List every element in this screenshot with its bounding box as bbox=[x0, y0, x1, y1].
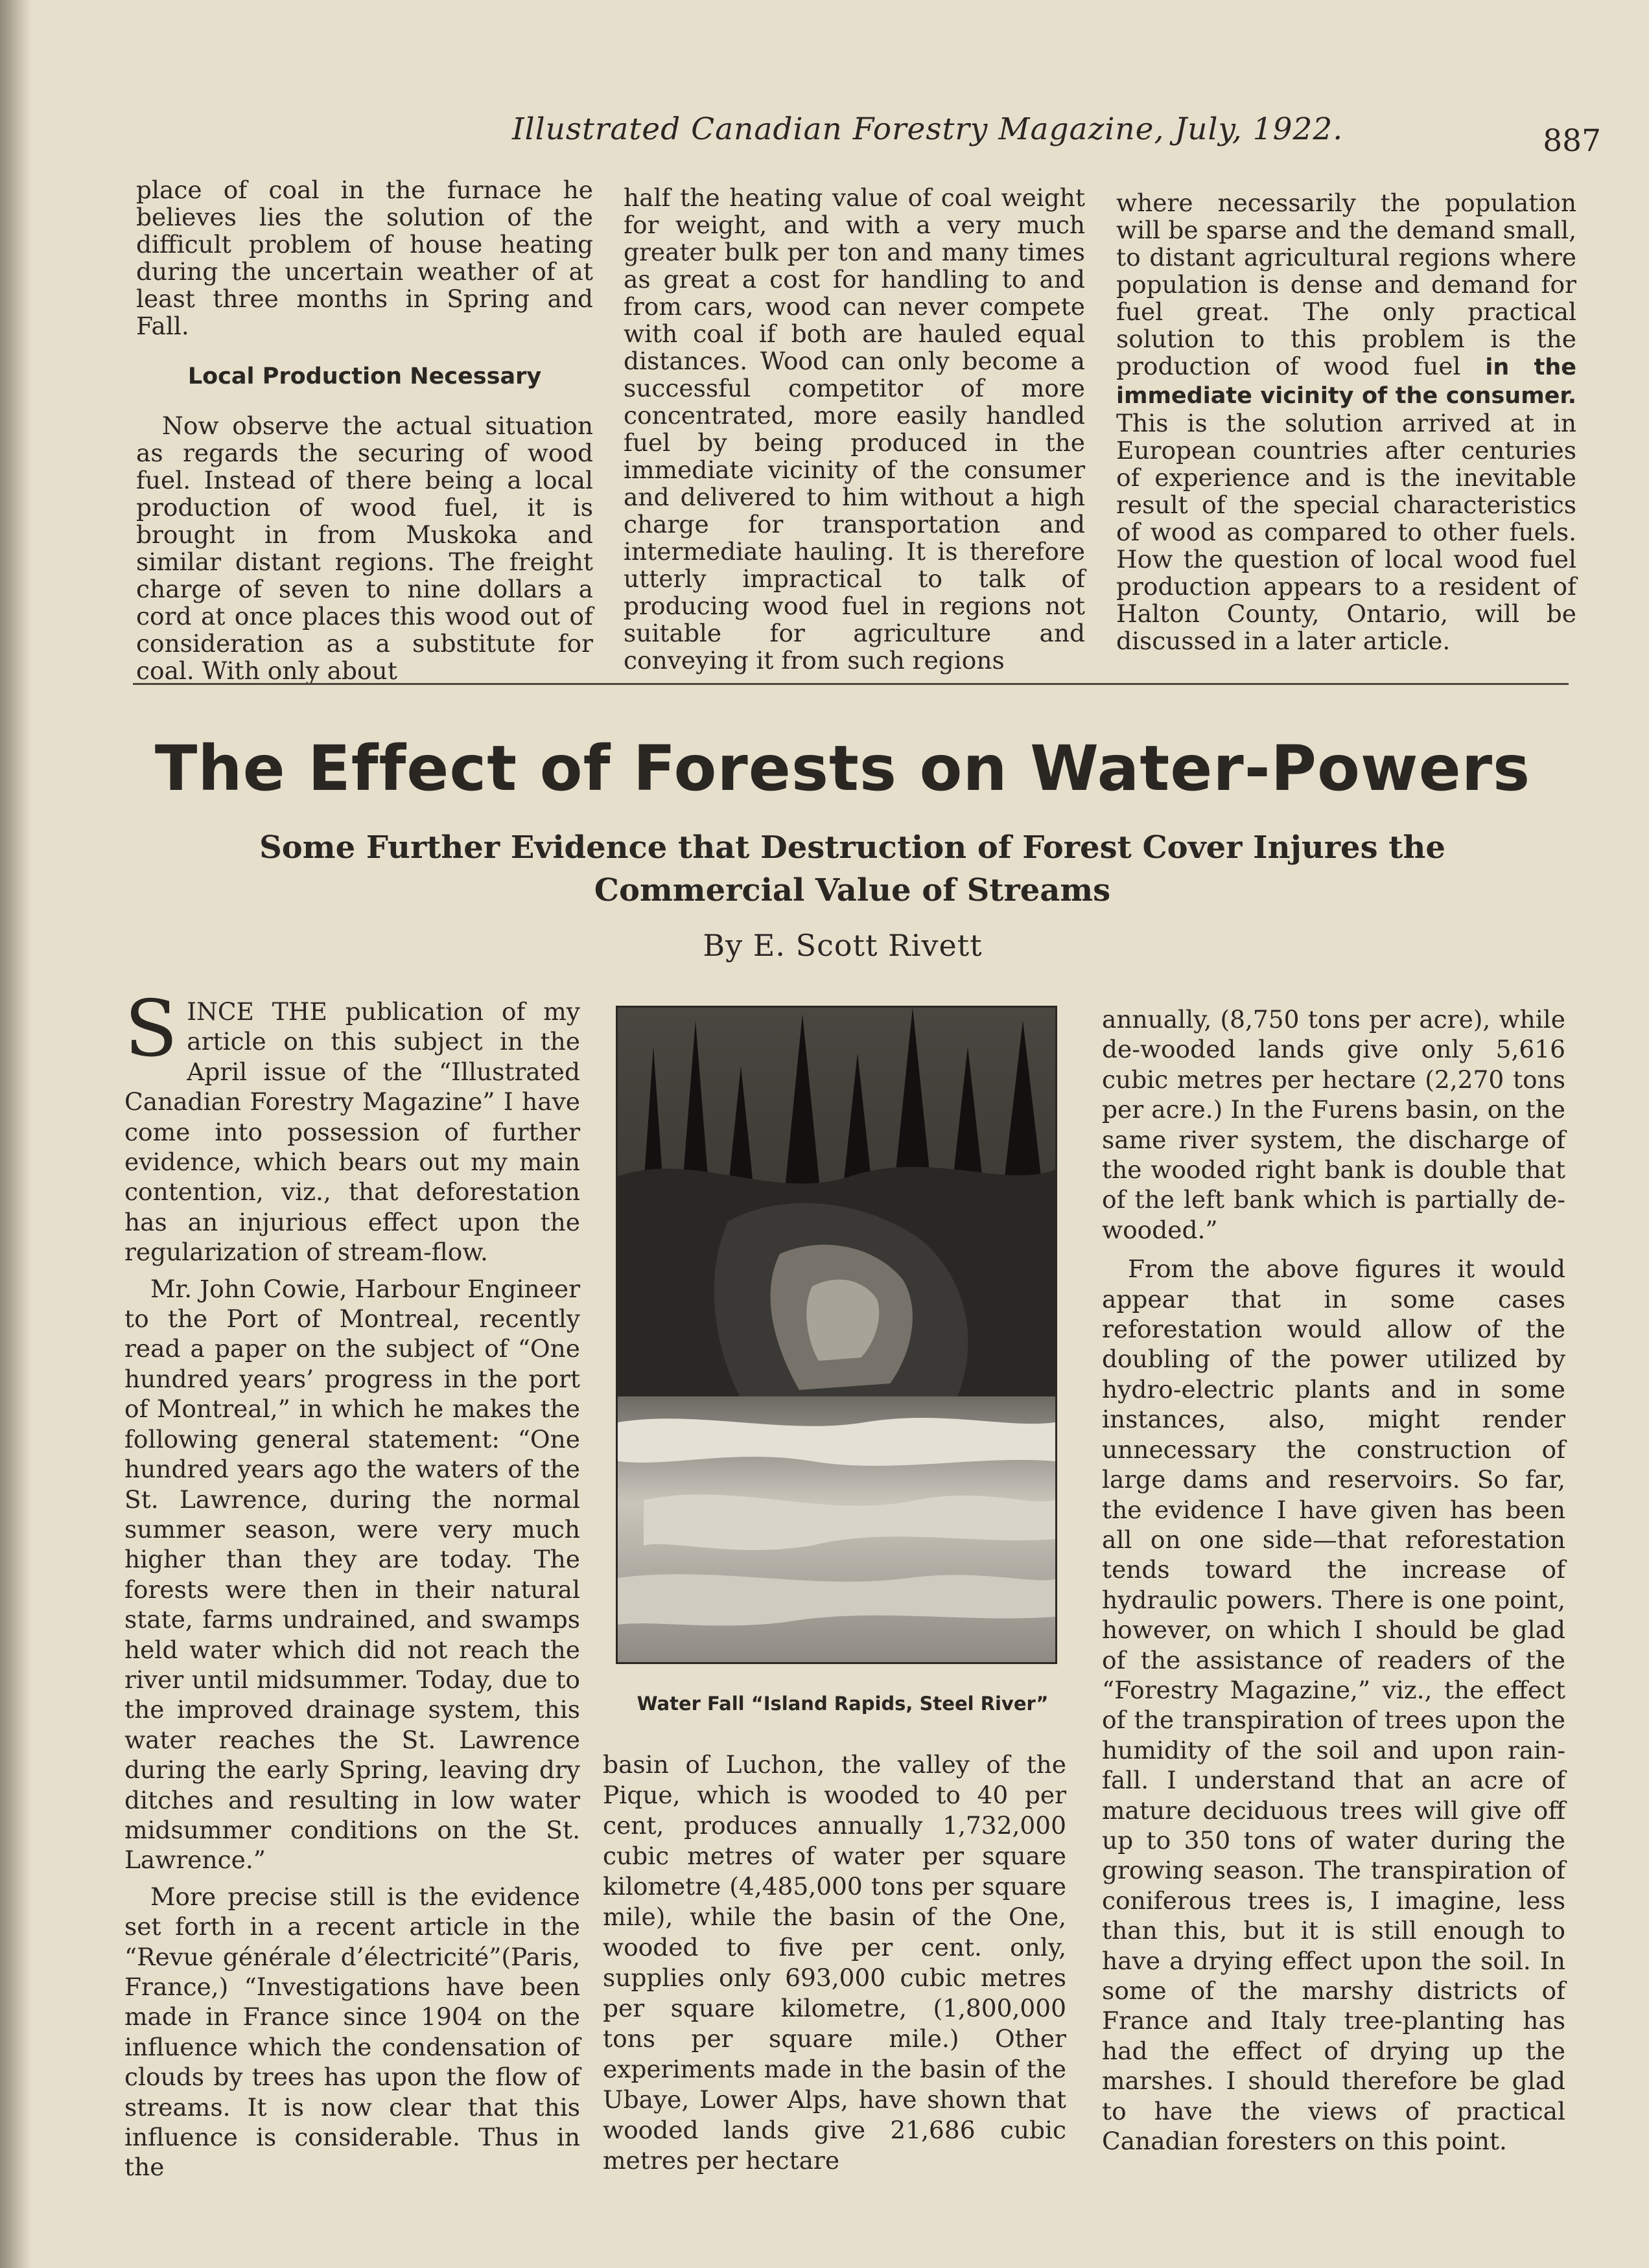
top-col1-paragraph-2: Now observe the actual situation as regards the securing of wood fuel. Instead of there being a local production of wood fuel, it is brought in from Muskoka and similar distant regions. The freight charge of seven to nine dollars a cord at once places this wood out of consideration as a substitute for coal. With only about bbox=[136, 411, 593, 685]
article-col1-paragraph-2: Mr. John Cowie, Harbour Engineer to the Port of Montreal, recently read a paper on the subject of “One hundred years’ progress in the port of Montreal,” in which he makes the following general statement: “One hundred years ago the waters of the St. Lawrence, during the normal summer season, were very much higher than they are today. The forests were then in their natural state, farms undrained, and swamps held water which did not reach the river until midsummer. Today, due to the improved drainage system, this water reaches the St. Lawrence during the early Spring, leaving dry ditches and resulting in low water midsummer conditions on the St. Lawrence.” bbox=[124, 1274, 580, 1875]
article-col1-paragraph-1 bbox=[124, 984, 580, 1267]
top-column-2 bbox=[624, 184, 1085, 674]
section-divider bbox=[133, 683, 1569, 685]
section-subheading: Local Production Necessary bbox=[187, 364, 542, 389]
waterfall-photo bbox=[616, 1006, 1057, 1664]
article-col1-paragraph-1-text: INCE THE publication of my article on this subject in the April issue of the “Illustrated Canadian Forestry Magazine” I have come into possession of further evidence, which bears out my main contention, viz., that deforestation has an injurious effect upon the regularization of stream-flow. bbox=[124, 997, 580, 1267]
top-col1-paragraph-1: place of coal in the furnace he believes lies the solution of the difficult problem of house heating during the uncertain weather of at least three months in Spring and Fall. bbox=[136, 176, 593, 340]
photo-caption: Water Fall “Island Rapids, Steel River” bbox=[637, 1693, 1049, 1715]
top-column-1 bbox=[136, 176, 593, 684]
article-title: The Effect of Forests on Water-Powers bbox=[154, 732, 1531, 805]
article-col3-paragraph-2: From the above figures it would appear that in some cases reforestation would allow of the doubling of the power utilized by hydro-electric plants and in some instances, also, might render unnecessary the construction of large dams and reservoirs. So far, the evidence I have given has been all on one side—that reforestation tends toward the increase of hydraulic powers. There is one point, however, on which I should be glad of the assistance of readers of the “Forestry Magazine,” viz., the effect of the transpiration of trees upon the humidity of the soil and upon rain-fall. I understand that an acre of mature deciduous trees will give off up to 350 tons of water during the growing season. The transpiration of coniferous trees is, I imagine, less than this, but it is still enough to have a drying effect upon the soil. In some of the marshy districts of France and Italy tree-planting has had the effect of drying up the marshes. I should therefore be glad to have the views of practical Canadian foresters on this point. bbox=[1102, 1255, 1565, 2156]
page-binding-edge bbox=[0, 0, 31, 2268]
article-col2-paragraph-1: basin of Luchon, the valley of the Pique, which is wooded to 40 per cent, produces annually 1,732,000 cubic metres of water per square kilometre (4,485,000 tons per square mile), while the basin of the One, wooded to five per cent. only, supplies only 693,000 cubic metres per square kilometre, (1,800,000 tons per square mile.) Other experiments made in the basin of the Ubaye, Lower Alps, have shown that wooded lands give 21,686 cubic metres per hectare bbox=[603, 1750, 1066, 2175]
top-column-3 bbox=[1116, 189, 1576, 654]
top-col3-text-b: This is the solution arrived at in European countries after centuries of experience and is the inevitable result of the special characteristics of wood as compared to other fuels. How the question of local wood fuel production appears to a resident of Halton County, Ontario, will be discussed in a later article. bbox=[1116, 409, 1576, 655]
article-column-2 bbox=[603, 1750, 1066, 2176]
top-col3-paragraph-1 bbox=[1116, 189, 1576, 654]
article-column-3 bbox=[1102, 1004, 1565, 2156]
article-subtitle: Some Further Evidence that Destruction of Forest Cover Injures the Commercial Value of Streams bbox=[259, 829, 1445, 908]
drop-cap: S bbox=[124, 984, 178, 1074]
article-column-1 bbox=[124, 984, 580, 2182]
running-head: Illustrated Canadian Forestry Magazine, July, 1922. bbox=[512, 111, 1344, 147]
article-col3-paragraph-1: annually, (8,750 tons per acre), while de-wooded lands give only 5,616 cubic metres per hectare (2,270 tons per acre.) In the Furens basin, on the same river system, the discharge of the wooded right bank is double that of the left bank which is partially de-wooded.” bbox=[1102, 1005, 1565, 1244]
article-byline: By E. Scott Rivett bbox=[703, 928, 983, 963]
top-col3-text-a: where necessarily the population will be sparse and the demand small, to distant agricultural regions where population is dense and demand for fuel great. The only practical solution to this problem is the production of wood fuel bbox=[1116, 189, 1576, 380]
top-col2-paragraph-1: half the heating value of coal weight for weight, and with a very much greater bulk per ton and many times as great a cost for handling to and from cars, wood can never compete with coal if both are hauled equal distances. Wood can only become a successful competitor of more concentrated, more easily handled fuel by being produced in the immediate vicinity of the consumer and delivered to him without a high charge for transportation and intermediate hauling. It is therefore utterly impractical to talk of producing wood fuel in regions not suitable for agriculture and conveying it from such regions bbox=[624, 183, 1085, 675]
top-col3-bold-phrase: in the immediate vicinity of the consumer. bbox=[1116, 354, 1576, 409]
page-number: 887 bbox=[1543, 123, 1601, 159]
article-col1-paragraph-3: More precise still is the evidence set forth in a recent article in the “Revue générale d’électricité”(Paris, France,) “Investigations have been made in France since 1904 on the influence which the condensation of clouds by trees has upon the flow of streams. It is now clear that this influence is considerable. Thus in the bbox=[124, 1882, 580, 2182]
